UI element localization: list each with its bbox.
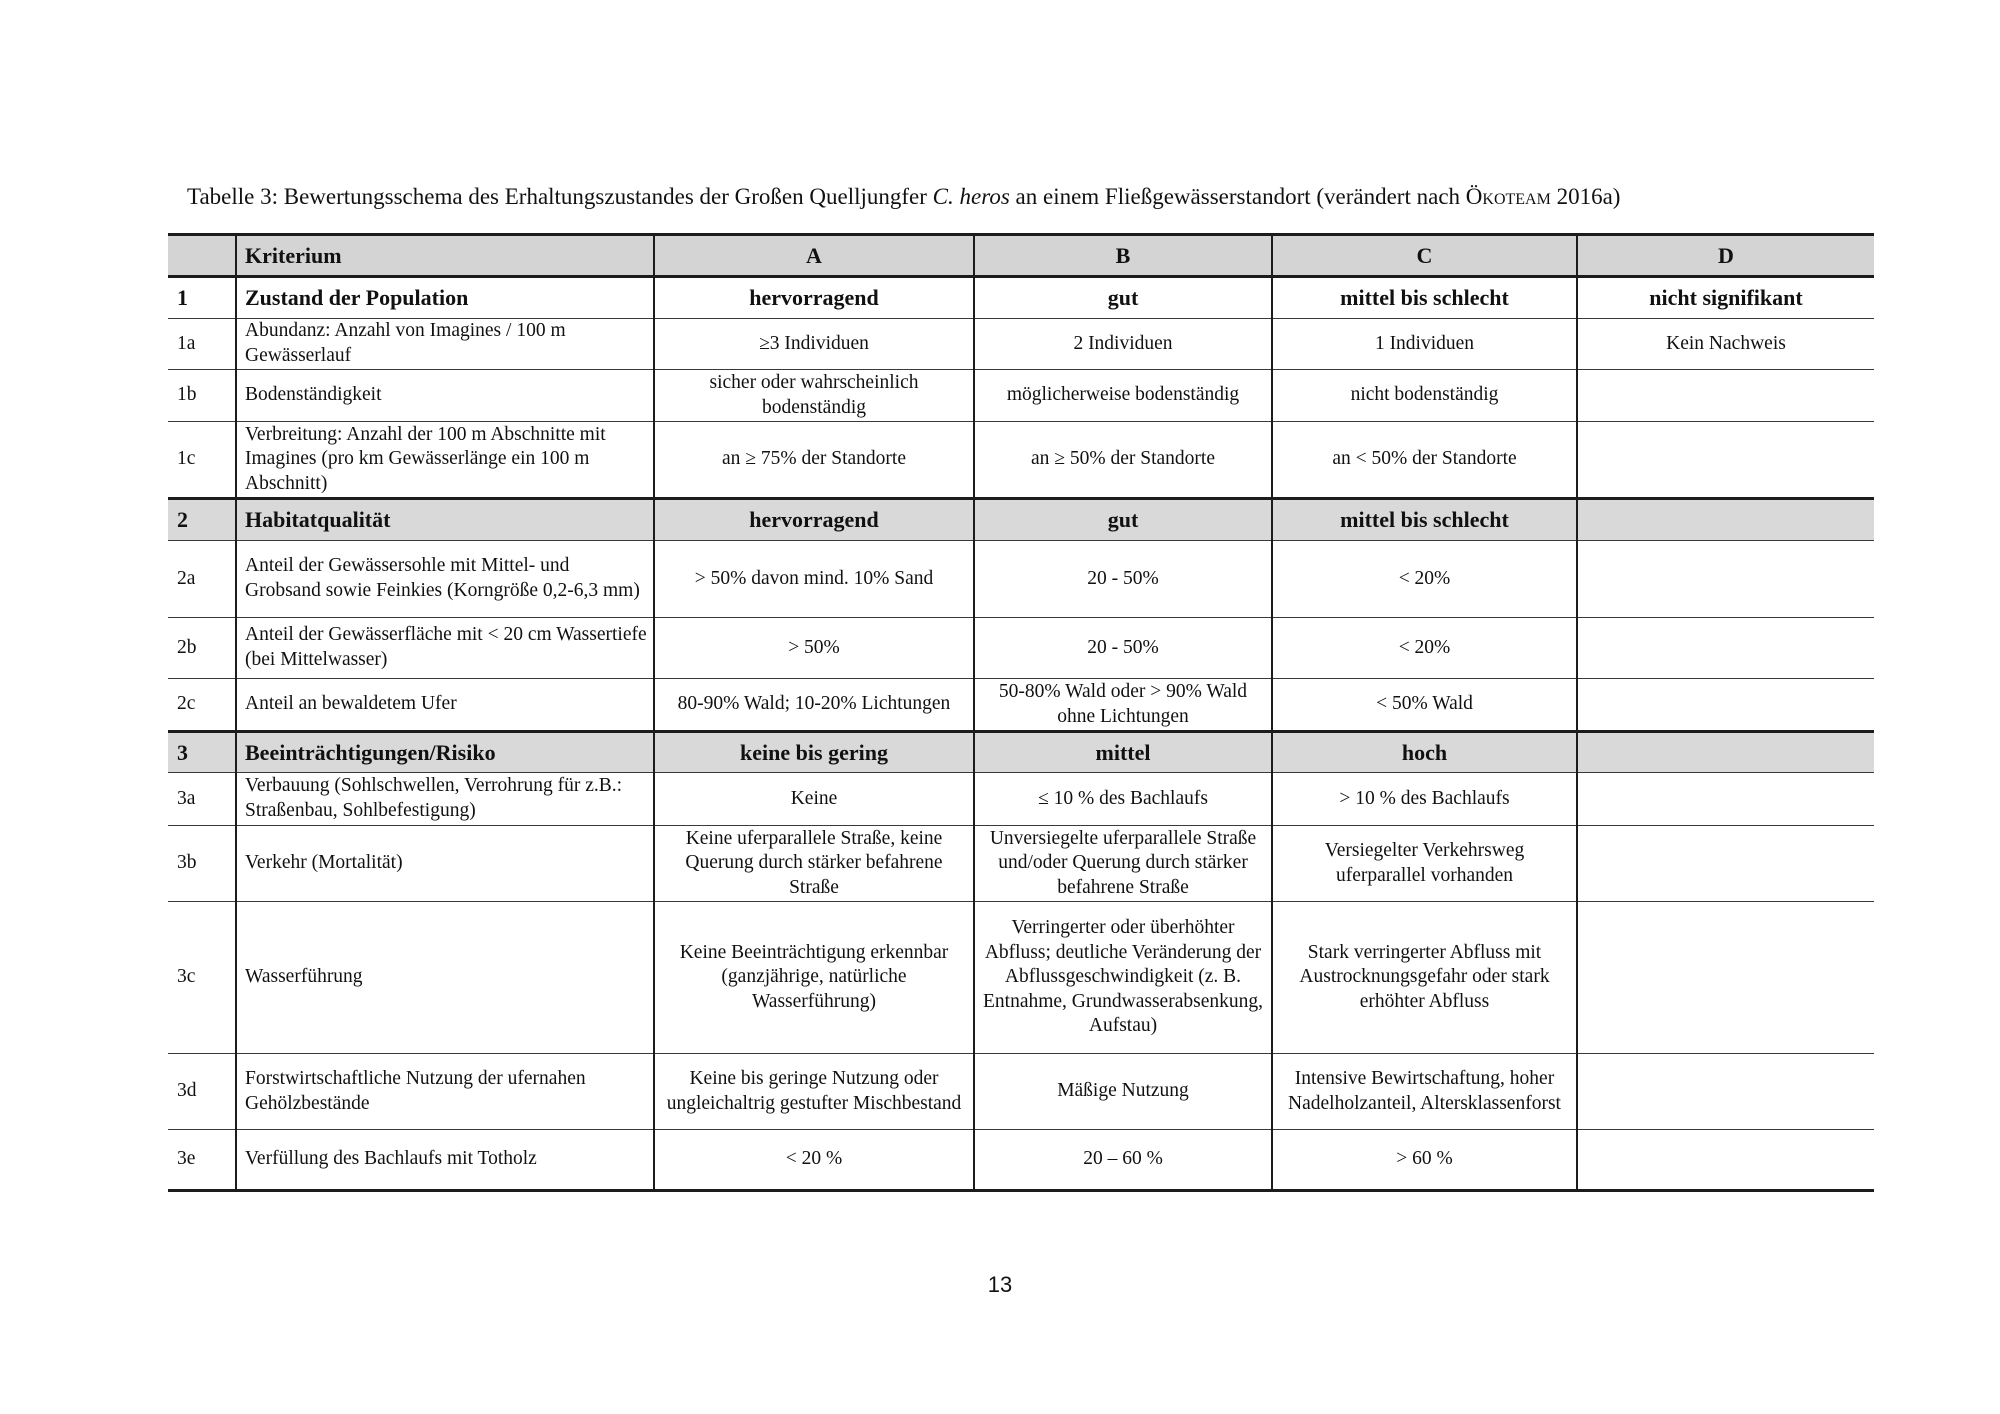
caption-prefix: Tabelle 3: Bewertungsschema des Erhaltungszustandes der Großen Quelljungfer [187,184,933,209]
row-criterion: Anteil der Gewässerfläche mit < 20 cm Wassertiefe (bei Mittelwasser) [236,618,654,679]
row-value-b: Mäßige Nutzung [974,1054,1272,1130]
row-value-b: gut [974,499,1272,541]
row-value-d [1577,1054,1874,1130]
row-id: 3 [168,732,236,773]
row-criterion: Beeinträchtigungen/Risiko [236,732,654,773]
row-value-c: mittel bis schlecht [1272,499,1577,541]
row-id: 3d [168,1054,236,1130]
row-value-a: 80-90% Wald; 10-20% Lichtungen [654,679,974,732]
header-cell-d: D [1577,235,1874,277]
row-id: 2 [168,499,236,541]
caption-middle: an einem Fließgewässerstandort (verändert nach [1009,184,1466,209]
row-id: 2c [168,679,236,732]
table-row [168,319,1874,370]
row-value-a: sicher oder wahrscheinlich bodenständig [654,370,974,422]
row-value-a: Keine bis geringe Nutzung oder ungleichaltrig gestufter Mischbestand [654,1054,974,1130]
row-value-d [1577,826,1874,902]
row-value-b: 50-80% Wald oder > 90% Wald ohne Lichtungen [974,679,1272,732]
page-number: 13 [987,1272,1013,1297]
row-value-a: an ≥ 75% der Standorte [654,422,974,499]
section-row-population [168,277,1874,319]
row-id: 3e [168,1130,236,1191]
row-value-d [1577,422,1874,499]
row-value-b: gut [974,277,1272,319]
row-value-d [1577,370,1874,422]
table-row [168,826,1874,902]
header-cell-c: C [1272,235,1577,277]
caption-species: C. heros [932,184,1010,209]
row-value-c: Intensive Bewirtschaftung, hoher Nadelholzanteil, Altersklassenforst [1272,1054,1577,1130]
row-value-b: 20 - 50% [974,618,1272,679]
table-row [168,370,1874,422]
row-value-d: Kein Nachweis [1577,319,1874,370]
row-id: 1 [168,277,236,319]
row-value-c: < 50% Wald [1272,679,1577,732]
row-value-b: 2 Individuen [974,319,1272,370]
row-value-d [1577,499,1874,541]
row-value-c: < 20% [1272,541,1577,618]
table-row [168,902,1874,1054]
row-value-a: hervorragend [654,277,974,319]
row-value-b: Verringerter oder überhöhter Abfluss; deutliche Veränderung der Abflussgeschwindigkeit (z. B. Entnahme, Grundwasserabsenkung, Aufstau) [974,902,1272,1054]
table-row [168,1054,1874,1130]
header-cell-id [168,235,236,277]
row-id: 3c [168,902,236,1054]
row-value-a: > 50% [654,618,974,679]
header-cell-a: A [654,235,974,277]
row-value-c: > 60 % [1272,1130,1577,1191]
row-value-b: 20 - 50% [974,541,1272,618]
row-value-a: ≥3 Individuen [654,319,974,370]
row-id: 1a [168,319,236,370]
row-value-c: an < 50% der Standorte [1272,422,1577,499]
row-id: 2a [168,541,236,618]
row-value-c: Versiegelter Verkehrsweg uferparallel vorhanden [1272,826,1577,902]
row-value-d [1577,679,1874,732]
row-criterion: Anteil der Gewässersohle mit Mittel- und Grobsand sowie Feinkies (Korngröße 0,2-6,3 mm) [236,541,654,618]
row-criterion: Anteil an bewaldetem Ufer [236,679,654,732]
section-row-impairments [168,732,1874,773]
row-value-b: Unversiegelte uferparallele Straße und/oder Querung durch stärker befahrene Straße [974,826,1272,902]
table-header-row [168,235,1874,277]
row-id: 3b [168,826,236,902]
row-value-a: Keine uferparallele Straße, keine Querung durch stärker befahrene Straße [654,826,974,902]
row-id: 3a [168,773,236,826]
row-criterion: Wasserführung [236,902,654,1054]
row-value-d [1577,732,1874,773]
row-value-c: hoch [1272,732,1577,773]
row-value-b: möglicherweise bodenständig [974,370,1272,422]
row-value-a: > 50% davon mind. 10% Sand [654,541,974,618]
row-criterion: Verbreitung: Anzahl der 100 m Abschnitte mit Imagines (pro km Gewässerlänge ein 100 m Abschnitt) [236,422,654,499]
row-value-a: hervorragend [654,499,974,541]
row-value-d: nicht signifikant [1577,277,1874,319]
table-row [168,541,1874,618]
row-id: 1c [168,422,236,499]
row-id: 2b [168,618,236,679]
row-criterion: Abundanz: Anzahl von Imagines / 100 m Gewässerlauf [236,319,654,370]
row-value-c: nicht bodenständig [1272,370,1577,422]
row-value-b: an ≥ 50% der Standorte [974,422,1272,499]
row-criterion: Verfüllung des Bachlaufs mit Totholz [236,1130,654,1191]
table-row [168,422,1874,499]
caption-suffix: 2016a) [1550,184,1621,209]
section-row-habitat [168,499,1874,541]
caption-source-name: Ökoteam [1465,184,1551,209]
header-cell-b: B [974,235,1272,277]
row-value-b: 20 – 60 % [974,1130,1272,1191]
row-value-a: keine bis gering [654,732,974,773]
row-value-b: mittel [974,732,1272,773]
row-value-c: < 20% [1272,618,1577,679]
row-value-d [1577,1130,1874,1191]
row-criterion: Bodenständigkeit [236,370,654,422]
row-value-d [1577,773,1874,826]
assessment-table [168,233,1874,1192]
table-row [168,1130,1874,1191]
table-row [168,618,1874,679]
row-value-c: 1 Individuen [1272,319,1577,370]
table-caption [187,184,1887,210]
row-value-d [1577,618,1874,679]
header-cell-criterion: Kriterium [236,235,654,277]
row-value-a: < 20 % [654,1130,974,1191]
row-criterion: Verkehr (Mortalität) [236,826,654,902]
row-criterion: Verbauung (Sohlschwellen, Verrohrung für z.B.: Straßenbau, Sohlbefestigung) [236,773,654,826]
table-row [168,773,1874,826]
row-value-d [1577,541,1874,618]
row-value-c: Stark verringerter Abfluss mit Austrocknungsgefahr oder stark erhöhter Abfluss [1272,902,1577,1054]
row-id: 1b [168,370,236,422]
row-value-b: ≤ 10 % des Bachlaufs [974,773,1272,826]
row-criterion: Habitatqualität [236,499,654,541]
table-row [168,679,1874,732]
row-value-d [1577,902,1874,1054]
row-value-a: Keine Beeinträchtigung erkennbar (ganzjährige, natürliche Wasserführung) [654,902,974,1054]
row-value-a: Keine [654,773,974,826]
row-value-c: mittel bis schlecht [1272,277,1577,319]
row-criterion: Forstwirtschaftliche Nutzung der ufernahen Gehölzbestände [236,1054,654,1130]
row-value-c: > 10 % des Bachlaufs [1272,773,1577,826]
row-criterion: Zustand der Population [236,277,654,319]
